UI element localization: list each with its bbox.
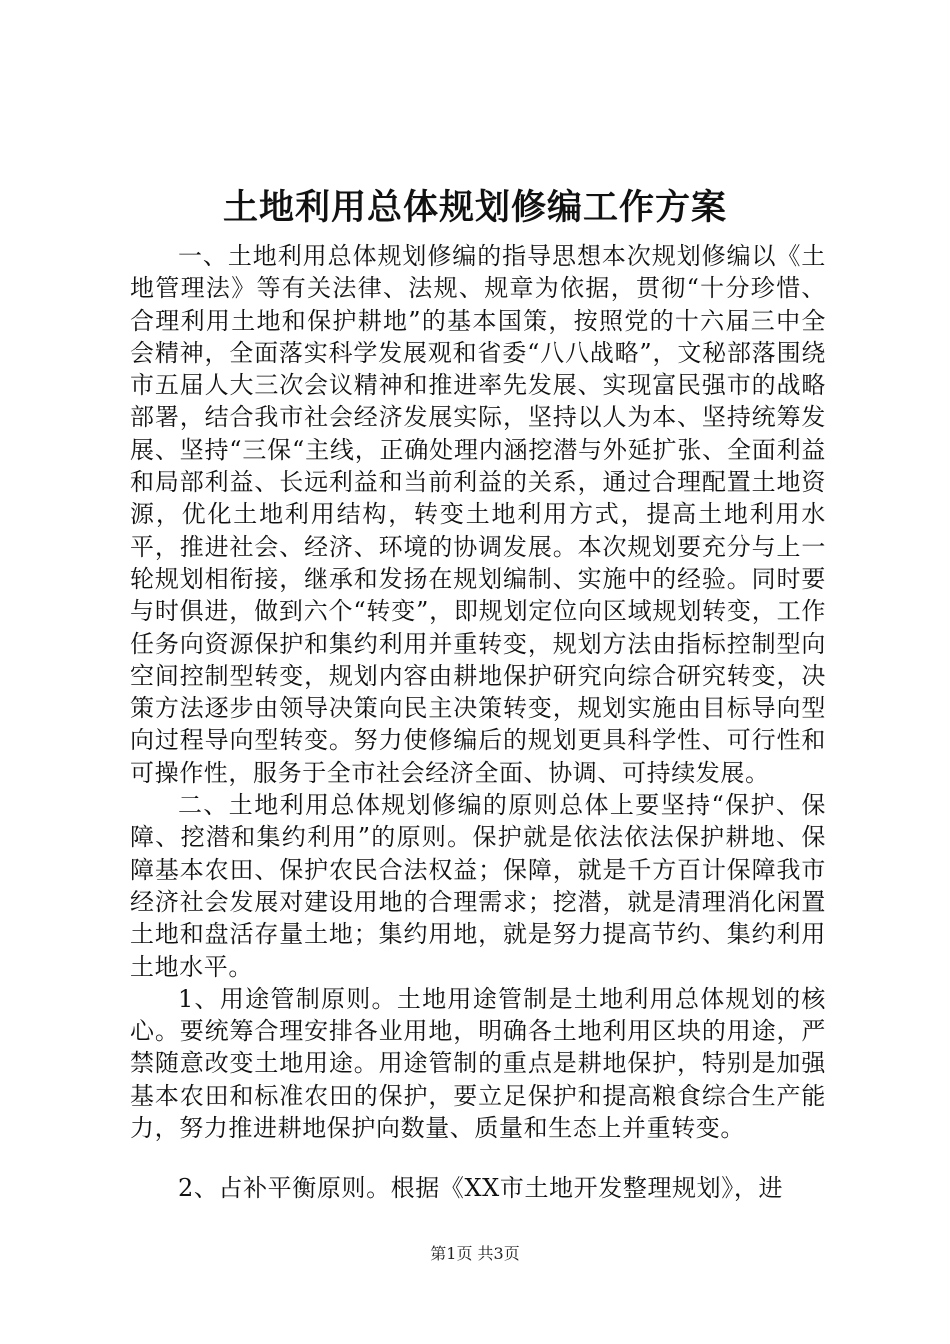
paragraph-guiding-ideology: 一、土地利用总体规划修编的指导思想本次规划修编以《土地管理法》等有关法律、法规、规章为依据，贯彻“十分珍惜、合理利用土地和保护耕地”的基本国策，按照党的十六届三中全会精神，全面落实科学发展观和省委“八八战略”，文秘部落围绕市五届人大三次会议精神和推进率先发展、实现富民强市的战略部署，结合我市社会经济发展实际，坚持以人为本、坚持统筹发展、坚持“三保“主线，正确处理内涵挖潜与外延扩张、全面利益和局部利益、长远利益和当前利益的关系，通过合理配置土地资源，优化土地利用结构，转变土地利用方式，提高土地利用水平，推进社会、经济、环境的协调发展。本次规划要充分与上一轮规划相衔接，继承和发扬在规划编制、实施中的经验。同时要与时俱进，做到六个“转变”，即规划定位向区域规划转变，工作任务向资源保护和集约利用并重转变，规划方法由指标控制型向空间控制型转变，规划内容由耕地保护研究向综合研究转变，决策方法逐步由领导决策向民主决策转变，规划实施由目标导向型向过程导向型转变。努力使修编后的规划更具科学性、可行性和可操作性，服务于全市社会经济全面、协调、可持续发展。 [130, 242, 826, 787]
document-body [130, 240, 826, 1205]
page-footer: 第1页 共3页 [430, 1244, 520, 1263]
paragraph-principles: 二、土地利用总体规划修编的原则总体上要坚持“保护、保障、挖潜和集约利用”的原则。保护就是依法依法保护耕地、保障基本农田、保护农民合法权益；保障，就是千方百计保障我市经济社会发展对建设用地的合理需求；挖潜，就是清理消化闲置土地和盘活存量土地；集约用地，就是努力提高节约、集约利用土地水平。 [130, 791, 826, 981]
paragraph-use-control: 1、用途管制原则。土地用途管制是土地利用总体规划的核心。要统筹合理安排各业用地，明确各土地利用区块的用途，严禁随意改变土地用途。用途管制的重点是耕地保护，特别是加强基本农田和标准农田的保护，要立足保护和提高粮食综合生产能力，努力推进耕地保护向数量、质量和生态上并重转变。 [130, 984, 826, 1143]
paragraph-balance: 2、占补平衡原则。根据《XX市土地开发整理规划》，进 [178, 1174, 784, 1203]
document-title: 土地利用总体规划修编工作方案 [222, 187, 727, 228]
